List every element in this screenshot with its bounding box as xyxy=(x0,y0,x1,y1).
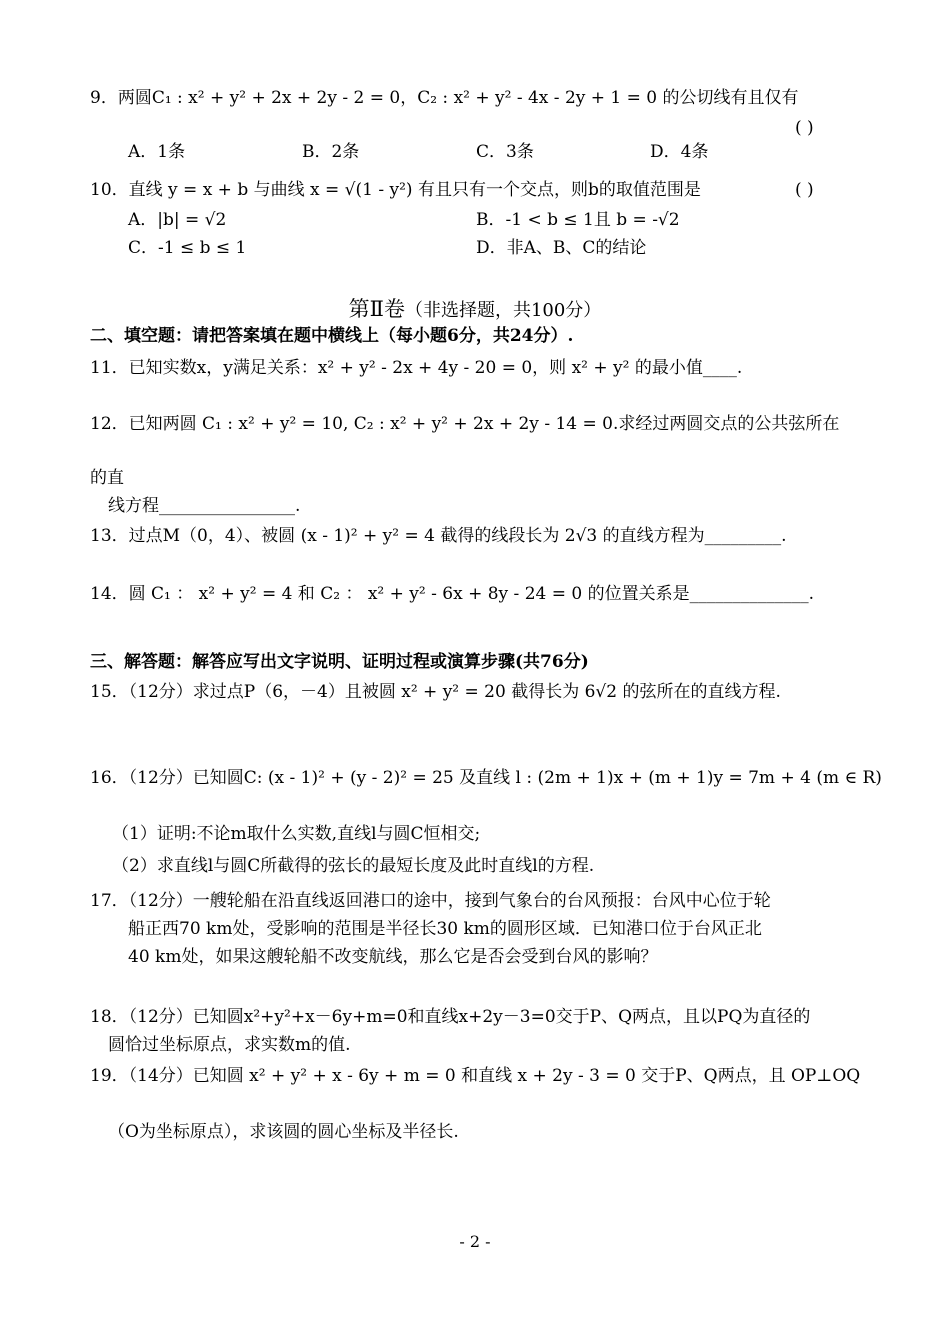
q15: 15．（12分）求过点P（6，－4）且被圆 x² + y² = 20 截得长为 6√2 的弦所在的直线方程. xyxy=(90,682,781,702)
q9-option-a: A．1条 xyxy=(128,142,186,162)
q16-stem: 16．（12分）已知圆C: (x - 1)² + (y - 2)² = 25 及直线 l : (2m + 1)x + (m + 1)y = 7m + 4 (m ∈ R) xyxy=(90,768,882,788)
solve-heading: 三、解答题：解答应写出文字说明、证明过程或演算步骤(共76分) xyxy=(90,652,589,672)
q14: 14．圆 C₁ ： x² + y² = 4 和 C₂ ： x² + y² - 6x + 8y - 24 = 0 的位置关系是______________. xyxy=(90,584,815,604)
q16-part2: （2）求直线l与圆C所截得的弦长的最短长度及此时直线l的方程. xyxy=(112,856,595,876)
q19-line1: 19．（14分）已知圆 x² + y² + x - 6y + m = 0 和直线 x + 2y - 3 = 0 交于P、Q两点，且 OP⊥OQ xyxy=(90,1066,861,1086)
q16-part1: （1）证明:不论m取什么实数,直线l与圆C恒相交; xyxy=(112,824,481,844)
q17-line1: 17．（12分）一艘轮船在沿直线返回港口的途中，接到气象台的台风预报：台风中心位于轮 xyxy=(90,891,771,911)
q13: 13．过点M（0，4）、被圆 (x - 1)² + y² = 4 截得的线段长为 2√3 的直线方程为_________. xyxy=(90,526,787,546)
q12-line3: 线方程________________. xyxy=(108,496,301,516)
q12-line2: 的直 xyxy=(90,468,124,488)
q10-option-d: D．非A、B、C的结论 xyxy=(476,238,647,258)
q9-option-d: D．4条 xyxy=(650,142,709,162)
q9-option-c: C．3条 xyxy=(476,142,534,162)
q18-line2: 圆恰过坐标原点，求实数m的值. xyxy=(108,1035,351,1055)
q11: 11．已知实数x，y满足关系：x² + y² - 2x + 4y - 20 = 0，则 x² + y² 的最小值____. xyxy=(90,358,743,378)
q19-line2: （O为坐标原点），求该圆的圆心坐标及半径长. xyxy=(108,1122,459,1142)
page-number: - 2 - xyxy=(459,1232,491,1251)
q18-line1: 18．（12分）已知圆x²+y²+x－6y+m=0和直线x+2y－3=0交于P、Q两点，且以PQ为直径的 xyxy=(90,1007,811,1027)
part-two-title xyxy=(0,293,950,323)
q10-stem: 10．直线 y = x + b 与曲线 x = √(1 - y²) 有且只有一个交点，则b的取值范围是 xyxy=(90,180,701,200)
q10-option-b: B．-1 < b ≤ 1且 b = -√2 xyxy=(476,210,680,230)
fill-blank-heading: 二、填空题：请把答案填在题中横线上（每小题6分，共24分）. xyxy=(90,326,574,346)
q9-answer-bracket: ( ) xyxy=(795,118,814,138)
q10-option-a: A．|b| = √2 xyxy=(128,210,227,230)
q9-option-b: B．2条 xyxy=(302,142,360,162)
part-two-heading: 第Ⅱ卷 xyxy=(348,297,405,321)
part-two-subtitle: （非选择题，共100分） xyxy=(404,300,602,321)
q17-line2: 船正西70 km处，受影响的范围是半径长30 km的圆形区域．已知港口位于台风正北 xyxy=(128,919,762,939)
q10-option-c: C．-1 ≤ b ≤ 1 xyxy=(128,238,247,258)
q12-line1: 12．已知两圆 C₁ : x² + y² = 10, C₂ : x² + y² + 2x + 2y - 14 = 0.求经过两圆交点的公共弦所在 xyxy=(90,414,840,434)
q10-answer-bracket: ( ) xyxy=(795,180,814,200)
q17-line3: 40 km处，如果这艘轮船不改变航线，那么它是否会受到台风的影响？ xyxy=(128,947,658,967)
q9-stem: 9．两圆C₁ : x² + y² + 2x + 2y - 2 = 0，C₂ : x² + y² - 4x - 2y + 1 = 0 的公切线有且仅有 xyxy=(90,88,799,108)
